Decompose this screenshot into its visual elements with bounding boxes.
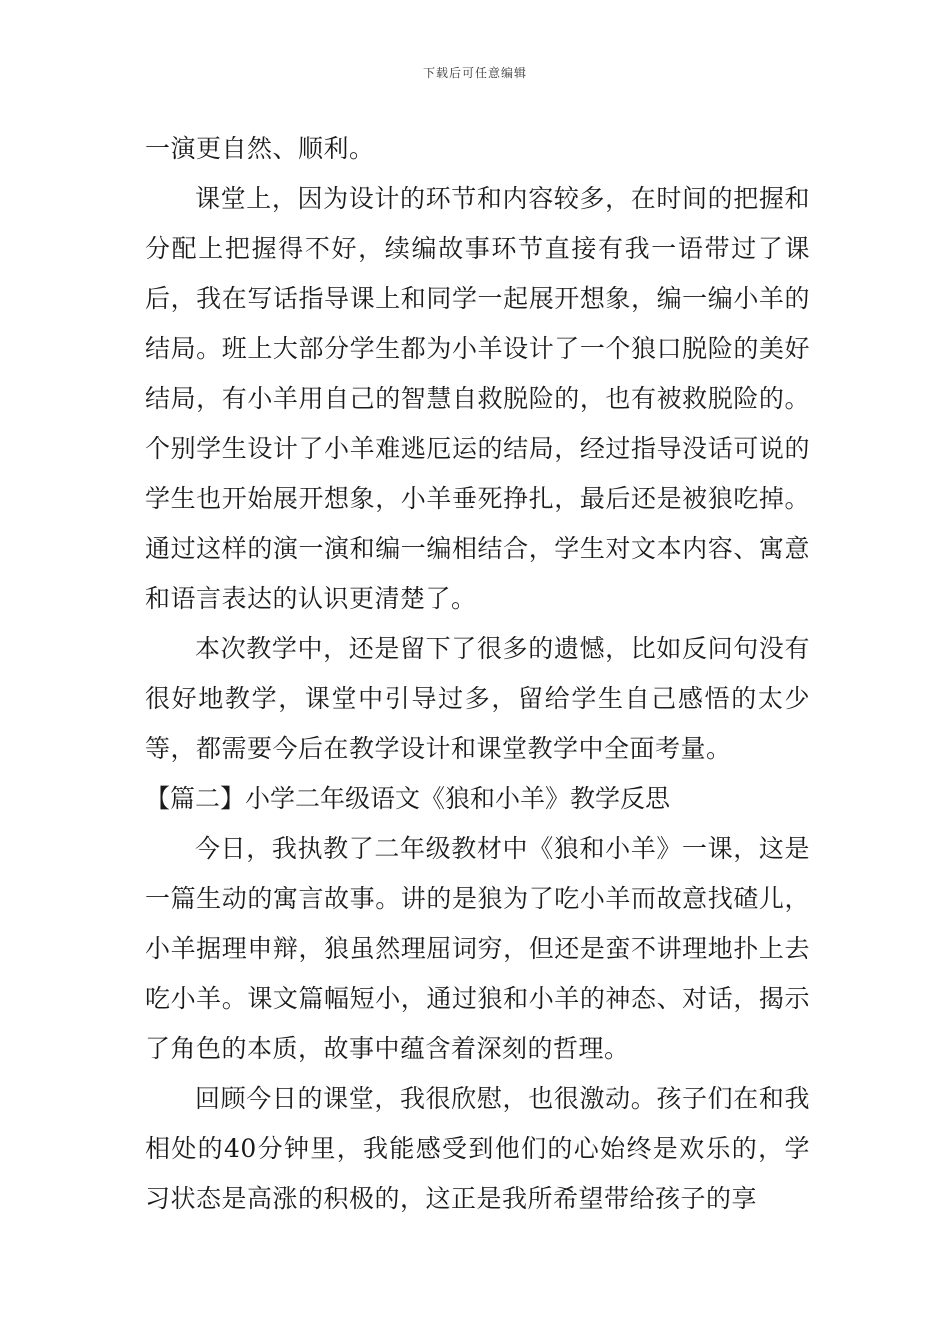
section-heading: 【篇二】小学二年级语文《狼和小羊》教学反思 <box>145 784 671 813</box>
paragraph-continuation: 一演更自然、顺利。 <box>145 134 375 163</box>
paragraph-regrets: 本次教学中，还是留下了很多的遗憾，比如反问句没有很好地教学，课堂中引导过多，留给学生自己感悟的太少等，都需要今后在教学设计和课堂教学中全面考量。 <box>145 634 810 763</box>
document-body <box>145 124 810 1224</box>
page-header: 下载后可任意编辑 <box>422 66 527 80</box>
paragraph-review: 回顾今日的课堂，我很欣慰，也很激动。孩子们在和我相处的40分钟里，我能感受到他们的心始终是欢乐的，学习状态是高涨的积极的，这正是我所希望带给孩子的享 <box>145 1084 810 1213</box>
paragraph-classroom: 课堂上，因为设计的环节和内容较多，在时间的把握和分配上把握得不好，续编故事环节直接有我一语带过了课后，我在写话指导课上和同学一起展开想象，编一编小羊的结局。班上大部分学生都为小羊设计了一个狼口脱险的美好结局，有小羊用自己的智慧自救脱险的，也有被救脱险的。个别学生设计了小羊难逃厄运的结局，经过指导没话可说的学生也开始展开想象，小羊垂死挣扎，最后还是被狼吃掉。通过这样的演一演和编一编相结合，学生对文本内容、寓意和语言表达的认识更清楚了。 <box>145 184 810 613</box>
paragraph-intro: 今日，我执教了二年级教材中《狼和小羊》一课，这是一篇生动的寓言故事。讲的是狼为了吃小羊而故意找碴儿，小羊据理申辩，狼虽然理屈词穷，但还是蛮不讲理地扑上去吃小羊。课文篇幅短小，通过狼和小羊的神态、对话，揭示了角色的本质，故事中蕴含着深刻的哲理。 <box>145 834 810 1063</box>
